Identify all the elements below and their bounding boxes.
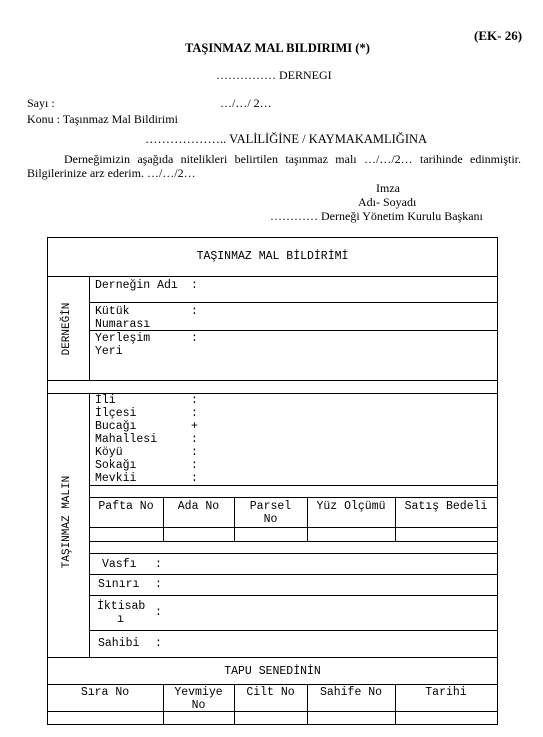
field-sahibi-label: Sahibi <box>98 637 140 650</box>
field-yerlesim-sep: : <box>191 332 198 345</box>
header-sira-no: Sıra No <box>80 686 130 699</box>
signature-title: ………… Derneği Yönetim Kurulu Başkanı <box>270 209 483 223</box>
table-title: TAŞINMAZ MAL BİLDİRİMİ <box>196 250 349 263</box>
field-iktisap-label-2: ı <box>117 613 124 626</box>
field-dernek-adi-label: Derneğin Adı <box>95 279 178 292</box>
field-dernek-adi-sep: : <box>191 279 198 292</box>
field-mevkii-sep: : <box>191 472 198 485</box>
header-parsel-no: No <box>263 513 278 526</box>
authority-line: ……………….. VALİLİĞİNE / KAYMAKAMLIĞINA <box>145 132 428 146</box>
header-yevmiye: Yevmiye <box>174 686 223 699</box>
header-satis-bedeli: Satış Bedeli <box>404 500 488 513</box>
mal-section-label: TAŞINMAZ MALIN <box>61 475 73 569</box>
field-ilcesi-label: İlçesi <box>95 407 137 420</box>
field-koyu-label: Köyü <box>95 446 123 459</box>
dernek-section-label: DERNEĞİN <box>61 302 73 356</box>
signature-imza: Imza <box>376 181 400 195</box>
field-vasfi-sep: : <box>155 558 162 571</box>
konu-line: Konu : Taşınmaz Mal Bildirimi <box>27 112 178 126</box>
field-bucagi-sep: + <box>191 420 198 433</box>
annex-code: (EK- 26) <box>474 28 523 43</box>
sayi-label: Sayı : <box>27 96 55 110</box>
field-sahibi-sep: : <box>155 637 162 650</box>
header-sahife-no: Sahife No <box>319 686 383 699</box>
field-mevkii-label: Mevkii <box>95 472 137 485</box>
field-sokagi-sep: : <box>191 459 198 472</box>
field-ilcesi-sep: : <box>191 407 198 420</box>
header-parsel: Parsel <box>249 500 292 513</box>
header-yevmiye-no: No <box>191 699 206 712</box>
body-line-1: Derneğimizin aşağıda nitelikleri belirtilen taşınmaz malı …/…/2… tarihinde edinmiştir. <box>64 152 521 166</box>
field-koyu-sep: : <box>191 446 198 459</box>
signature-name: Adı- Soyadı <box>358 195 417 209</box>
field-kutuk-sep: : <box>191 305 198 318</box>
field-kutuk-label-2: Numarası <box>95 318 151 331</box>
field-iktisap-label: İktisab <box>97 600 146 613</box>
field-mahallesi-sep: : <box>191 433 198 446</box>
association-line: …………… DERNEGI <box>216 68 332 82</box>
field-sokagi-label: Sokağı <box>95 459 137 472</box>
field-yerlesim-label-2: Yeri <box>95 345 123 358</box>
body-line-2: Bilgilerinize arz ederim. …/…/2… <box>27 166 196 180</box>
tapu-title: TAPU SENEDİNİN <box>224 665 321 678</box>
field-siniri-sep: : <box>155 578 162 591</box>
field-bucagi-label: Bucağı <box>95 420 137 433</box>
header-cilt-no: Cilt No <box>246 686 295 699</box>
form-title: TAŞINMAZ MAL BILDIRIMI (*) <box>185 41 370 55</box>
field-mahallesi-label: Mahallesi <box>95 433 158 446</box>
header-tarihi: Tarihi <box>425 686 467 699</box>
field-kutuk-label: Kütük <box>95 305 130 318</box>
field-ili-sep: : <box>191 394 198 407</box>
date-placeholder: …/…/ 2… <box>220 96 272 110</box>
field-iktisap-sep: : <box>155 606 162 619</box>
header-ada-no: Ada No <box>177 500 220 513</box>
field-yerlesim-label: Yerleşim <box>95 332 151 345</box>
header-pafta-no: Pafta No <box>98 500 154 513</box>
header-yuz-olcumu: Yüz Olçümü <box>316 500 386 513</box>
field-siniri-label: Sınırı <box>98 578 140 591</box>
field-ili-label: İli <box>95 394 116 407</box>
field-vasfi-label: Vasfı <box>102 558 137 571</box>
